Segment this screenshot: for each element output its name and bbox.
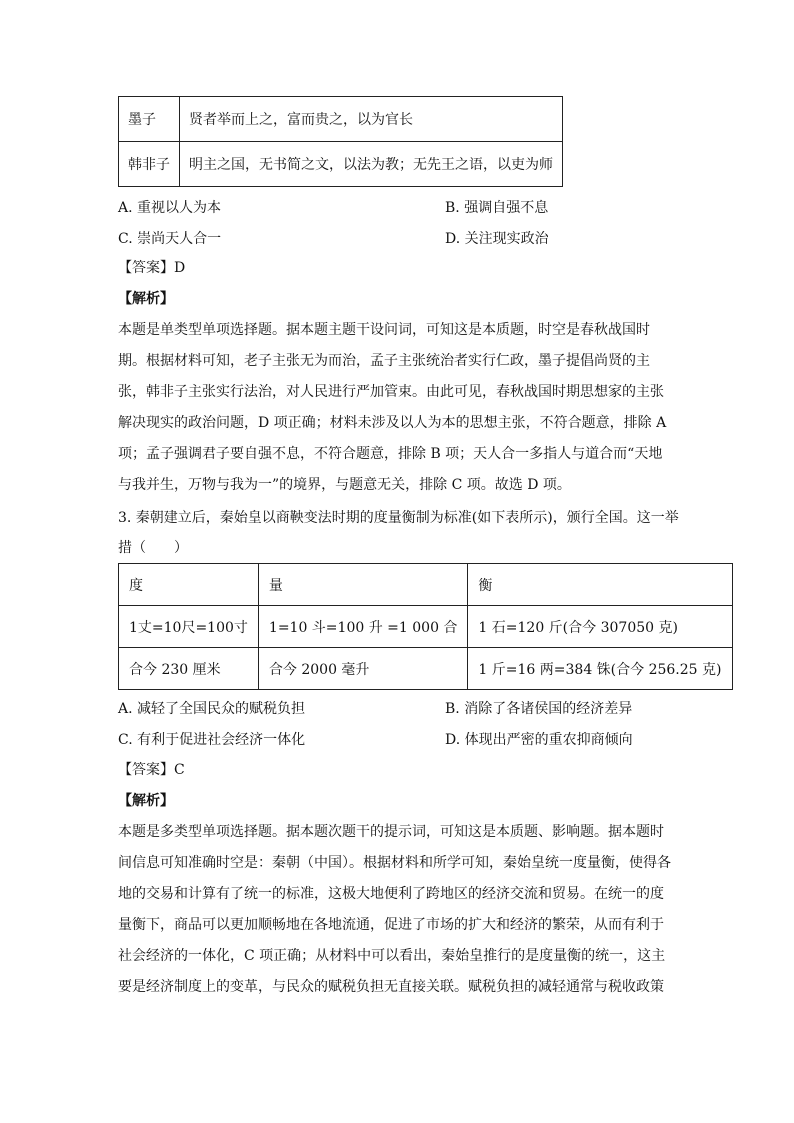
answer-label: 【答案】D — [118, 260, 186, 276]
table-cell: 合今 2000 毫升 — [258, 648, 468, 690]
option-a: A. 重视以人为本 — [118, 200, 222, 216]
table-row — [119, 606, 733, 648]
analysis-line: 间信息可知准确时空是：秦朝（中国）。根据材料和所学可知，秦始皇统一度量衡，使得各 — [118, 855, 671, 871]
analysis-line: 项；孟子强调君子要自强不息，不符合题意，排除 B 项；天人合一多指人与道合而“天地 — [118, 446, 663, 462]
option-b: B. 强调自强不息 — [445, 200, 549, 216]
option-d: D. 关注现实政治 — [445, 231, 549, 247]
table-header-cell: 度 — [119, 564, 259, 606]
table-cell: 明主之国，无书简之文，以法为教；无先王之语，以吏为师 — [180, 142, 563, 187]
measurement-table — [118, 563, 733, 690]
table-cell: 1丈=10尺=100寸 — [119, 606, 259, 648]
option-c: C. 崇尚天人合一 — [118, 231, 222, 247]
option-c: C. 有利于促进社会经济一体化 — [118, 732, 306, 748]
answer-label: 【答案】C — [118, 762, 185, 778]
table-row — [119, 648, 733, 690]
option-b: B. 消除了各诸侯国的经济差异 — [445, 701, 633, 717]
analysis-label: 【解析】 — [118, 291, 174, 307]
table-cell: 1 斤=16 两=384 铢(合今 256.25 克) — [468, 648, 732, 690]
table-header-cell: 衡 — [468, 564, 732, 606]
analysis-line: 期。根据材料可知，老子主张无为而治，孟子主张统治者实行仁政，墨子提倡尚贤的主 — [118, 353, 650, 369]
table-header-cell: 量 — [258, 564, 468, 606]
analysis-line: 本题是多类型单项选择题。据本题次题干的提示词，可知这是本质题、影响题。据本题时 — [118, 824, 664, 840]
analysis-line: 要是经济制度上的变革，与民众的赋税负担无直接关联。赋税负担的减轻通常与税收政策 — [118, 979, 664, 995]
table-row — [119, 142, 563, 187]
analysis-line: 与我并生，万物与我为一”的境界，与题意无关，排除 C 项。故选 D 项。 — [118, 477, 571, 493]
thinkers-table — [118, 96, 563, 187]
option-a: A. 减轻了全国民众的赋税负担 — [118, 701, 306, 717]
table-cell: 1 石=120 斤(合今 307050 克) — [468, 606, 732, 648]
analysis-line: 量衡下，商品可以更加顺畅地在各地流通，促进了市场的扩大和经济的繁荣，从而有利于 — [118, 917, 664, 933]
analysis-line: 本题是单类型单项选择题。据本题主题干设问词，可知这是本质题，时空是春秋战国时 — [118, 322, 650, 338]
table-cell: 韩非子 — [119, 142, 180, 187]
table-cell: 墨子 — [119, 97, 180, 142]
question-stem: 措（ ） — [118, 540, 188, 556]
option-d: D. 体现出严密的重农抑商倾向 — [445, 732, 633, 748]
table-cell: 合今 230 厘米 — [119, 648, 259, 690]
table-row — [119, 564, 733, 606]
analysis-line: 张，韩非子主张实行法治，对人民进行严加管束。由此可见，春秋战国时期思想家的主张 — [118, 384, 664, 400]
analysis-line: 社会经济的一体化，C 项正确；从材料中可以看出，秦始皇推行的是度量衡的统一，这主 — [118, 948, 666, 964]
analysis-line: 地的交易和计算有了统一的标准，这极大地便利了跨地区的经济交流和贸易。在统一的度 — [118, 886, 664, 902]
table-cell: 1=10 斗=100 升 =1 000 合 — [258, 606, 468, 648]
question-stem: 3. 秦朝建立后，秦始皇以商鞅变法时期的度量衡制为标准(如下表所示)，颁行全国。这一举 — [118, 510, 679, 526]
analysis-label: 【解析】 — [118, 793, 174, 809]
analysis-line: 解决现实的政治问题，D 项正确；材料未涉及以人为本的思想主张，不符合题意，排除 A — [118, 415, 667, 431]
table-cell: 贤者举而上之，富而贵之，以为官长 — [180, 97, 563, 142]
table-row — [119, 97, 563, 142]
